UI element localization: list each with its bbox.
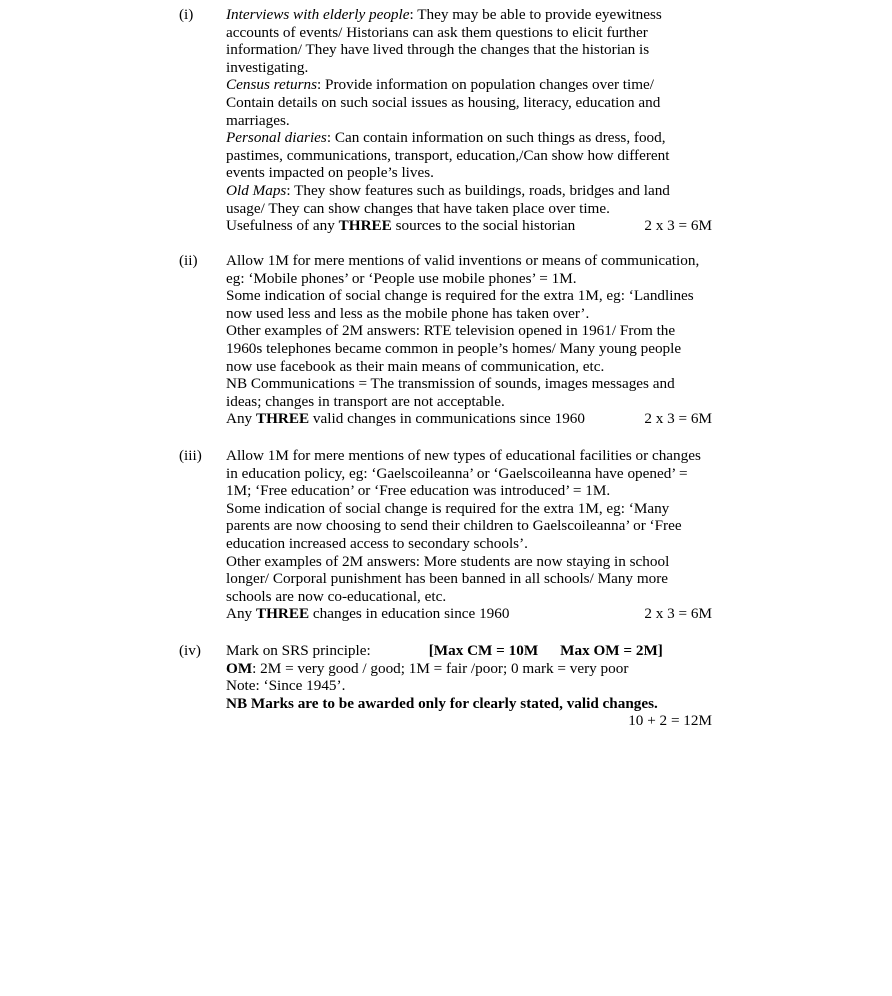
marks-allocation: 2 x 3 = 6M <box>644 217 712 235</box>
source-entry-maps: Old Maps: They show features such as buildings, roads, bridges and land usage/ They can show changes that have taken place over time. <box>226 181 670 217</box>
item-body <box>226 642 712 730</box>
source-title: Old Maps <box>226 181 287 199</box>
source-title: Interviews with elderly people <box>226 6 410 23</box>
item-body: Allow 1M for mere mentions of new types of educational facilities or changes in education policy, eg: ‘Gaelscoileanna’ or ‘Gaelscoileanna have opened’ = 1M; ‘Free education’ or ‘Free education was introduced’ = 1M. Some indication of social change is required for the extra 1M, eg: ‘Many parents are now choosing to send their children to Gaelscoileanna’ or ‘Free education increased access to secondary schools’. Other examples of 2M answers: More students are now staying in school longer/ Corporal punishment has been banned in all schools/ Many more schools are now co-educational, etc. Any THREE changes in education since 1960 2 x 3 = 6M <box>226 447 712 623</box>
marks-allocation: 10 + 2 = 12M <box>628 712 712 730</box>
marks-allocation: 2 x 3 = 6M <box>644 410 712 428</box>
item-body <box>226 6 712 235</box>
item-number: (ii) <box>179 252 198 269</box>
srs-principle-line: Mark on SRS principle: [Max CM = 10M Max OM = 2M] <box>226 642 663 659</box>
item-number: (iv) <box>179 642 201 659</box>
nb-line: NB Marks are to be awarded only for clearly stated, valid changes. <box>226 694 658 712</box>
marks-summary: Usefulness of any THREE sources to the social historian 2 x 3 = 6M <box>226 217 712 235</box>
item-number: (i) <box>179 6 194 23</box>
answer-item-ii <box>179 252 719 428</box>
item-number: (iii) <box>179 447 202 464</box>
item-body: Allow 1M for mere mentions of valid inventions or means of communication, eg: ‘Mobile phones’ or ‘People use mobile phones’ = 1M. Some indication of social change is required for the extra 1M, eg: ‘Landlines now used less and less as the mobile phone has taken over’. Other examples of 2M answers: RTE television opened in 1961/ From the 1960s telephones became common in people’s homes/ Many young people now use facebook as their main means of communication, etc. NB Communications = The transmission of sounds, images messages and ideas; changes in transport are not acceptable. Any THREE valid changes in communications since 1960 2 x 3 = 6M <box>226 252 712 428</box>
source-entry-interviews: Interviews with elderly people: They may be able to provide eyewitness accounts of events/ Historians can ask them questions to elicit further information/ They have lived through the changes that the historian is investigating. <box>226 6 662 76</box>
source-title: Census returns <box>226 76 317 94</box>
source-title: Personal diaries <box>226 129 327 147</box>
om-line: OM: 2M = very good / good; 1M = fair /poor; 0 mark = very poor <box>226 659 629 677</box>
note-line: Note: ‘Since 1945’. <box>226 677 346 695</box>
marks-summary: Any THREE valid changes in communications since 1960 2 x 3 = 6M <box>226 410 712 428</box>
answer-item-iii <box>179 447 719 623</box>
marks-summary: Any THREE changes in education since 1960 2 x 3 = 6M <box>226 605 712 623</box>
source-entry-diaries: Personal diaries: Can contain information on such things as dress, food, pastimes, communications, transport, education,/Can show how different events impacted on people’s lives. <box>226 129 670 182</box>
marks-allocation: 2 x 3 = 6M <box>644 605 712 623</box>
source-entry-census: Census returns: Provide information on population changes over time/ Contain details on such social issues as housing, literacy, education and marriages. <box>226 76 661 129</box>
answer-item-iv <box>179 642 719 730</box>
answer-item-i <box>179 6 719 235</box>
